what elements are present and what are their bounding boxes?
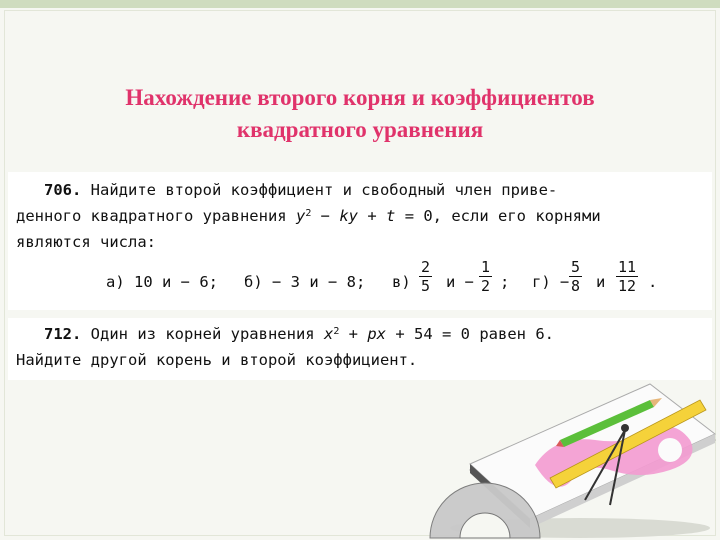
task-712-number: 712. xyxy=(44,325,82,343)
denominator: 12 xyxy=(618,277,637,295)
task-706-line2 xyxy=(16,204,601,229)
plus-sign: + xyxy=(339,325,368,343)
task-706-line3: являются числа: xyxy=(16,233,156,251)
fraction-11-12 xyxy=(616,258,638,295)
task-712-text1a: Один из корней уравнения xyxy=(81,325,324,343)
minus-sign: − xyxy=(311,207,340,225)
denominator: 5 xyxy=(421,277,431,295)
answer-a: а) 10 и − 6; xyxy=(106,273,218,291)
compass-head xyxy=(621,424,629,432)
task-712-text1c: + 54 = 0 равен 6. xyxy=(386,325,554,343)
fraction-5-8 xyxy=(569,258,582,295)
task-706-answers xyxy=(8,258,712,302)
var-y: y xyxy=(295,207,306,225)
numerator: 11 xyxy=(618,258,637,276)
var-x: x xyxy=(323,325,334,343)
book-with-school-supplies-icon xyxy=(410,360,720,540)
top-band xyxy=(0,0,720,8)
exponent: 2 xyxy=(333,326,340,337)
answer-g-label: г) − xyxy=(532,273,570,291)
task-706 xyxy=(8,172,712,310)
answer-v-mid: и − xyxy=(446,273,474,291)
slide-title-line2: квадратного уравнения xyxy=(236,117,484,142)
slide-title-line1: Нахождение второго корня и коэффициентов xyxy=(125,85,595,110)
answer-g-mid: и xyxy=(596,273,606,291)
var-ky: ky xyxy=(339,207,359,225)
var-px: px xyxy=(367,325,387,343)
answer-g-end: . xyxy=(648,273,658,291)
answer-v-end: ; xyxy=(500,273,510,291)
task-706-line1 xyxy=(16,178,557,203)
task-706-text2d: = 0, если его корнями xyxy=(395,207,601,225)
task-712-line1 xyxy=(16,322,554,347)
answer-b: б) − 3 и − 8; xyxy=(244,273,366,291)
numerator: 2 xyxy=(421,258,431,276)
denominator: 2 xyxy=(481,277,491,295)
task-706-number: 706. xyxy=(44,181,82,199)
fraction-1-2 xyxy=(479,258,492,295)
plus-sign: + xyxy=(358,207,387,225)
denominator: 8 xyxy=(571,277,581,295)
task-706-text2a: денного квадратного уравнения xyxy=(16,207,296,225)
numerator: 1 xyxy=(481,258,491,276)
french-curve-hole xyxy=(658,438,682,462)
task-712-line2: Найдите другой корень и второй коэффициент. xyxy=(16,351,418,369)
task-706-text1: Найдите второй коэффициент и свободный член приве- xyxy=(81,181,558,199)
numerator: 5 xyxy=(571,258,581,276)
var-t: t xyxy=(386,207,396,225)
exponent: 2 xyxy=(305,208,312,219)
answer-v-label: в) xyxy=(392,273,411,291)
fraction-2-5 xyxy=(419,258,432,295)
